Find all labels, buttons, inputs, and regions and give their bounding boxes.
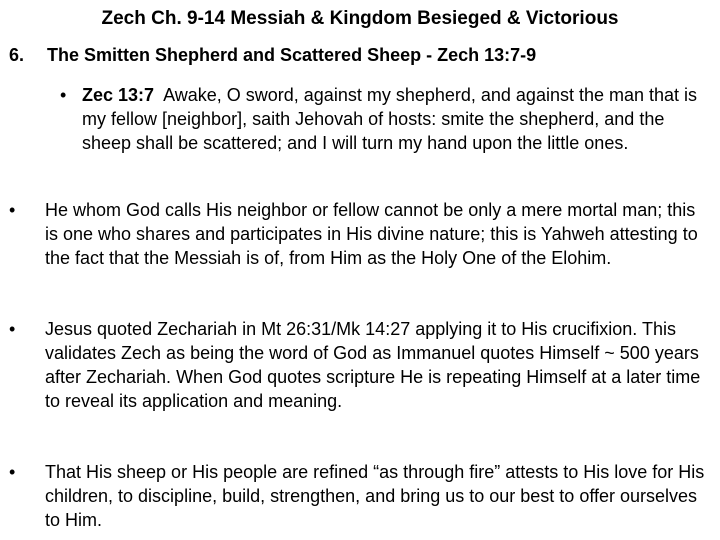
bullet-item [9,460,709,532]
bullet-dot: • [9,200,16,220]
bullet-dot: • [9,462,16,482]
bullet-text: He whom God calls His neighbor or fellow cannot be only a mere mortal man; this is one who shares and participates in His divine nature; this is Yahweh attesting to the fact that the Messiah is of, from Him as the Holy One of the Elohim. [45,200,698,268]
section-heading-text: The Smitten Shepherd and Scattered Sheep - Zech 13:7-9 [47,45,537,65]
bullet-text: Jesus quoted Zechariah in Mt 26:31/Mk 14:27 applying it to His crucifixion. This validates Zech as being the word of God as Immanuel quotes Himself ~ 500 years after Zechariah. When God quotes scripture He is repeating Himself at a later time to reveal its application and meaning. [45,319,701,411]
bullet-text: That His sheep or His people are refined “as through fire” attests to His love for His children, to discipline, build, strengthen, and bring us to our best to offer ourselves to Him. [45,462,705,530]
bullet-item [9,198,709,270]
bullet-item [60,83,710,155]
scripture-reference: Zec 13:7 [82,85,155,105]
bullet-item [9,317,709,413]
bullet-dot: • [60,85,67,105]
bullet-dot: • [9,319,16,339]
bullet-text [82,83,710,155]
slide-title: Zech Ch. 9-14 Messiah & Kingdom Besieged & Victorious [101,8,619,29]
section-number: 6. [9,45,25,65]
section-heading [9,43,536,67]
scripture-quote: Awake, O sword, against my shepherd, and against the man that is my fellow [neighbor], saith Jehovah of hosts: smite the shepherd, and the sheep shall be scattered; and I will turn my hand upon the little ones. [82,85,698,153]
